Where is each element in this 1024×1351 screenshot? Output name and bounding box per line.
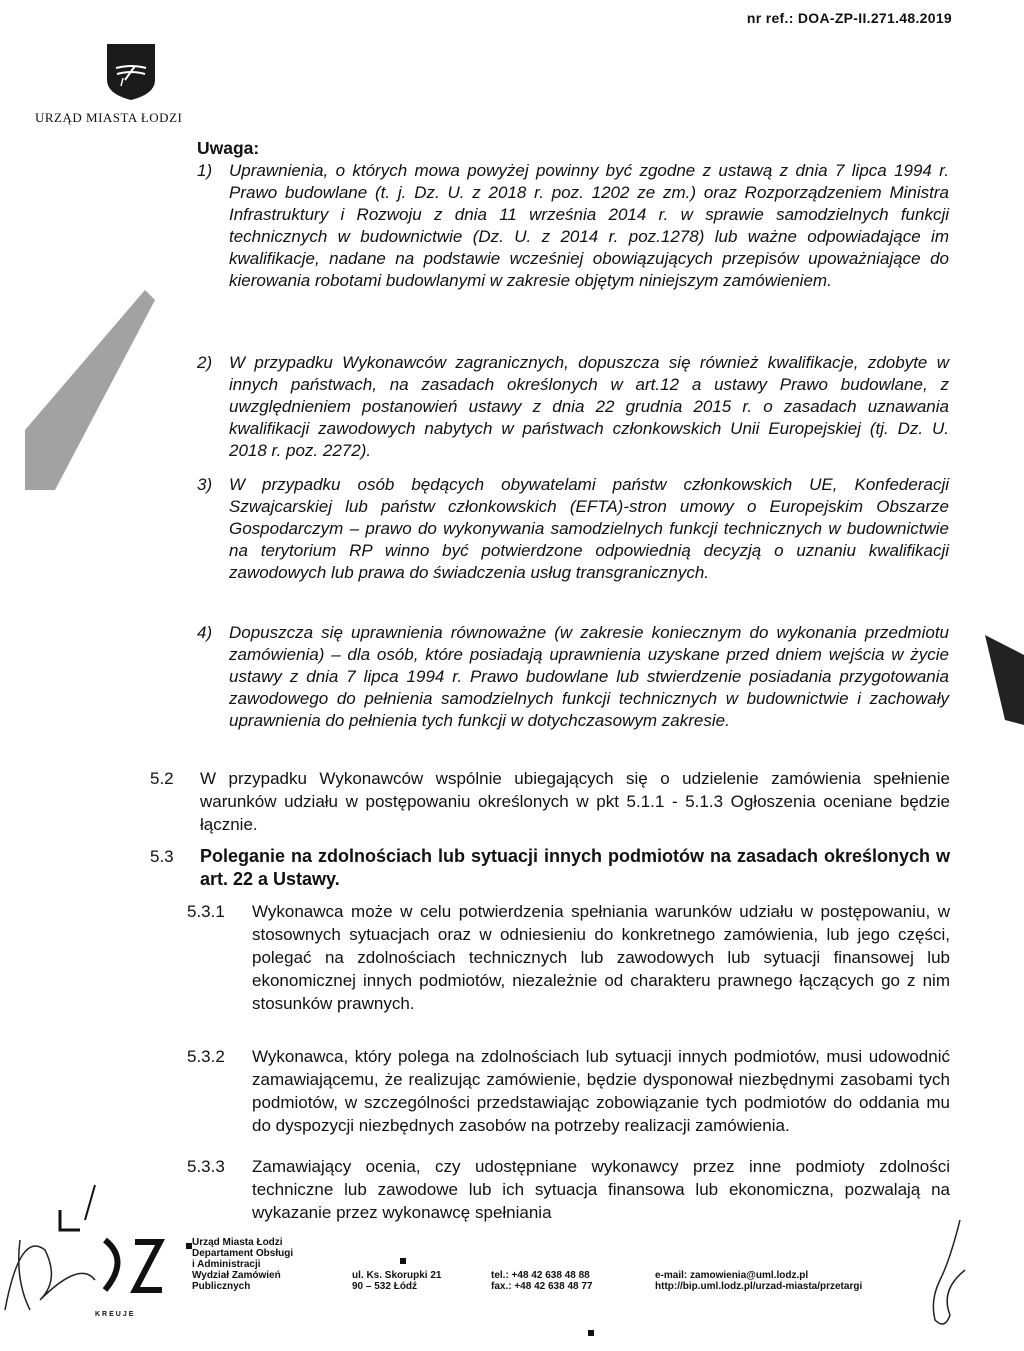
lodz-brand-logo	[0, 1180, 180, 1320]
section-text: Wykonawca, który polega na zdolnościach lub sytuacji innych podmiotów, musi udowodnić zamawiającemu, że realizując zamówienie, będzie dysponował niezbędnymi zasobami tych podmiotów, w szczególności przedstawiając zobowiązanie tych podmiotów do oddania mu do dyspozycji niezbędnych zasobów na potrzeby realizacji zamówienia.	[252, 1047, 950, 1135]
scan-shadow-right	[985, 635, 1024, 725]
footer-organization	[192, 1237, 293, 1292]
note-text: Dopuszcza się uprawnienia równoważne (w zakresie koniecznym do wykonania przedmiotu zamówienia) – dla osób, które posiadają uprawnienia uzyskane przed dniem wejścia w życie ustawy z dnia 7 lipca 1994 r. Prawo budowlane lub stwierdzenie posiadania przygotowania zawodowego do pełnienia samodzielnych funkcji technicznych w budownictwie i zachowały uprawnienia do pełnienia tych funkcji w dotychczasowym zakresie.	[229, 623, 949, 730]
org-line: i Administracji	[192, 1259, 261, 1270]
footer-phones	[491, 1270, 592, 1292]
section-5-3-heading	[150, 845, 950, 891]
footer-bullet	[588, 1330, 594, 1336]
brand-tagline: KREUJE	[95, 1311, 136, 1318]
scan-shadow-left	[25, 290, 155, 490]
section-number: 5.2	[150, 769, 174, 788]
note-item-2	[197, 352, 949, 462]
notes-title: Uwaga:	[197, 138, 260, 158]
org-line: Publicznych	[192, 1281, 251, 1292]
org-line: Wydział Zamówień	[192, 1270, 281, 1281]
section-5-3-2	[187, 1045, 950, 1137]
org-line: Departament Obsługi	[192, 1248, 294, 1259]
note-text: W przypadku osób będących obywatelami państw członkowskich UE, Konfederacji Szwajcarskiej lub państw członkowskich (EFTA)-stron umowy o Europejskim Obszarze Gospodarczym – prawo do wykonywania samodzielnych funkcji technicznych w budownictwie na terytorium RP winno być potwierdzone odpowiednią decyzją o uznaniu kwalifikacji zawodowych lub prawa do świadczenia usług transgranicznych.	[229, 475, 949, 582]
note-item-3	[197, 474, 949, 584]
email-link[interactable]: e-mail: zamowienia@uml.lodz.pl	[655, 1270, 809, 1281]
note-item-1	[197, 160, 949, 292]
section-text: Wykonawca może w celu potwierdzenia spełniania warunków udziału w postępowaniu, w stosownych sytuacjach oraz w odniesieniu do konkretnego zamówienia, lub jego części, polegać na zdolnościach technicznych lub zawodowych lub sytuacji finansowej lub ekonomicznej innych podmiotów, niezależnie od charakteru prawnego łączących go z nim stosunków prawnych.	[252, 902, 950, 1013]
section-heading: Poleganie na zdolnościach lub sytuacji innych podmiotów na zasadach określonych w art. 22 a Ustawy.	[200, 846, 950, 889]
note-text: Uprawnienia, o których mowa powyżej powinny być zgodne z ustawą z dnia 7 lipca 1994 r. Prawo budowlane (t. j. Dz. U. z 2018 r. poz. 1202 ze zm.) oraz Rozporządzeniem Ministra Infrastruktury i Rozwoju z dnia 11 września 2014 r. w sprawie samodzielnych funkcji technicznych w budownictwie (Dz. U. z 2014 r. poz.1278) lub ważne odpowiadające im kwalifikacje, nadane na podstawie wcześniej obowiązujących przepisów upoważniające do kierowania robotami budowlanymi w zakresie objętym niniejszym zamówieniem.	[229, 161, 949, 290]
note-number: 3)	[197, 475, 213, 494]
phone-line: tel.: +48 42 638 48 88	[491, 1270, 590, 1281]
section-number: 5.3.2	[187, 1047, 225, 1066]
fax-line: fax.: +48 42 638 48 77	[491, 1281, 593, 1292]
section-number: 5.3.3	[187, 1157, 225, 1176]
note-text: W przypadku Wykonawców zagranicznych, dopuszcza się również kwalifikacje, zdobyte w innych państwach, na zasadach określonych w art.12 a ustawy Prawo budowlane, z uwzględnieniem postanowień ustawy z dnia 22 grudnia 2015 r. o zasadach uznawania kwalifikacji zawodowych nabytych w państwach członkowskich Unii Europejskiej (tj. Dz. U. 2018 r. poz. 2272).	[229, 353, 949, 460]
footer-web	[655, 1270, 862, 1292]
section-text: W przypadku Wykonawców wspólnie ubiegających się o udzielenie zamówienia spełnienie warunków udziału w postępowaniu określonych w pkt 5.1.1 - 5.1.3 Ogłoszenia oceniane będzie łącznie.	[200, 769, 950, 834]
org-line: Urząd Miasta Łodzi	[192, 1237, 283, 1248]
address-line: ul. Ks. Skorupki 21	[352, 1270, 442, 1281]
section-number: 5.3.1	[187, 902, 225, 921]
section-5-3-3	[187, 1155, 950, 1224]
section-number: 5.3	[150, 847, 174, 866]
city-crest-logo	[107, 44, 155, 100]
note-item-4	[197, 622, 949, 732]
address-line: 90 – 532 Łódź	[352, 1281, 418, 1292]
section-text: Zamawiający ocenia, czy udostępniane wykonawcy przez inne podmioty zdolności techniczne lub zawodowe lub ich sytuacja finansowa lub ekonomiczna, pozwalają na wykazanie przez wykonawcę spełniania	[252, 1157, 950, 1222]
reference-number: nr ref.: DOA-ZP-II.271.48.2019	[746, 10, 952, 26]
note-number: 2)	[197, 353, 213, 372]
section-5-3-1	[187, 900, 950, 1015]
signature-right	[920, 1220, 970, 1330]
office-name: URZĄD MIASTA ŁODZI	[35, 110, 183, 125]
website-link[interactable]: http://bip.uml.lodz.pl/urzad-miasta/przetargi	[655, 1281, 863, 1292]
note-number: 4)	[197, 623, 213, 642]
footer-address	[352, 1270, 441, 1292]
note-number: 1)	[197, 161, 213, 180]
section-5-2	[150, 767, 950, 836]
footer-bullet	[400, 1258, 406, 1264]
